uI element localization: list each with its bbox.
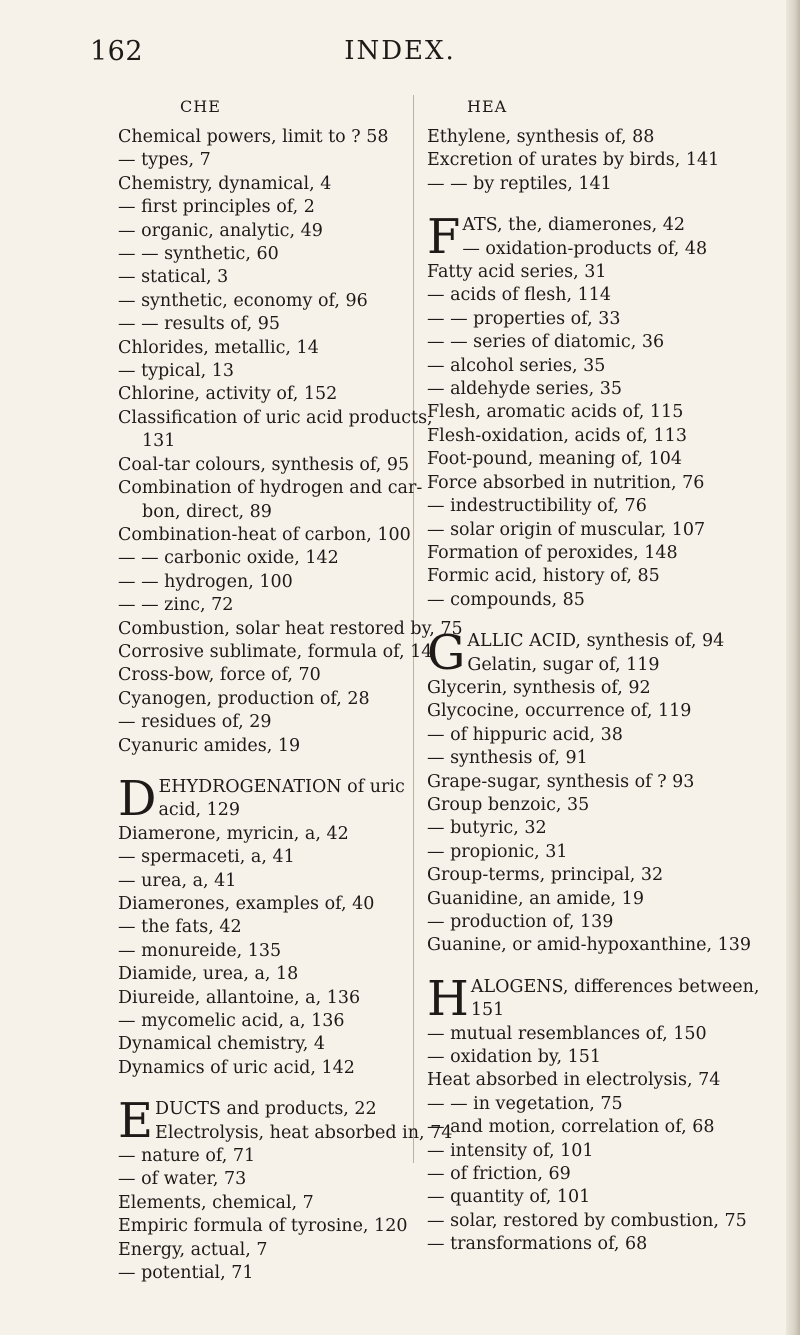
index-entry: 131 bbox=[142, 431, 176, 452]
index-entry: — acids of flesh, 114 bbox=[427, 285, 612, 306]
index-entry: — spermaceti, a, 41 bbox=[118, 847, 295, 868]
index-entry: — quantity of, 101 bbox=[427, 1187, 591, 1208]
index-entry: — mutual resemblances of, 150 bbox=[427, 1023, 707, 1044]
index-entry: — and motion, correlation of, 68 bbox=[427, 1117, 715, 1138]
index-entry: — statical, 3 bbox=[118, 267, 229, 288]
index-entry: Heat absorbed in electrolysis, 74 bbox=[427, 1070, 721, 1091]
index-entry: Chlorine, activity of, 152 bbox=[118, 384, 338, 405]
index-entry: — — in vegetation, 75 bbox=[427, 1093, 623, 1114]
index-entry: Formic acid, history of, 85 bbox=[427, 566, 660, 587]
index-entry: Formation of peroxides, 148 bbox=[427, 542, 678, 563]
index-entry: — compounds, 85 bbox=[427, 589, 585, 610]
drop-cap-letter: G bbox=[427, 625, 466, 682]
page-number: 162 bbox=[90, 36, 144, 67]
index-entry: Group-terms, principal, 32 bbox=[427, 865, 664, 886]
right-section-2 bbox=[427, 625, 787, 958]
index-entry: Coal-tar colours, synthesis of, 95 bbox=[118, 454, 410, 475]
index-entry: — transformations of, 68 bbox=[427, 1234, 648, 1255]
drop-cap-letter: E bbox=[118, 1093, 154, 1150]
index-entry: — synthesis of, 91 bbox=[427, 748, 588, 769]
drop-cap-letter: D bbox=[118, 770, 157, 827]
index-entry: Chemistry, dynamical, 4 bbox=[118, 173, 332, 194]
index-entry: — indestructibility of, 76 bbox=[427, 496, 647, 517]
index-entry: — types, 7 bbox=[118, 150, 211, 171]
index-entry: Force absorbed in nutrition, 76 bbox=[427, 472, 705, 493]
index-entry: — nature of, 71 bbox=[118, 1146, 256, 1167]
drop-cap-letter: H bbox=[427, 970, 469, 1027]
index-entry: Guanidine, an amide, 19 bbox=[427, 888, 644, 909]
right-column bbox=[427, 96, 787, 1257]
index-entry: — the fats, 42 bbox=[118, 917, 242, 938]
index-entry: Cyanogen, production of, 28 bbox=[118, 688, 370, 709]
index-entry: Classification of uric acid products, bbox=[118, 407, 433, 428]
index-entry: Diamerone, myricin, a, 42 bbox=[118, 823, 349, 844]
page-title: INDEX. bbox=[344, 36, 456, 66]
index-entry: Chemical powers, limit to ? 58 bbox=[118, 127, 389, 147]
right-running-head: HEA bbox=[467, 97, 508, 116]
index-entry: Excretion of urates by birds, 141 bbox=[427, 150, 720, 171]
index-entry: — — properties of, 33 bbox=[427, 308, 621, 329]
index-entry: Grape-sugar, synthesis of ? 93 bbox=[427, 771, 695, 792]
page-edge bbox=[786, 0, 800, 1335]
index-entry: Glycerin, synthesis of, 92 bbox=[427, 677, 651, 698]
index-entry: — propionic, 31 bbox=[427, 841, 568, 862]
index-entry: — butyric, 32 bbox=[427, 818, 547, 839]
index-entry: bon, direct, 89 bbox=[142, 501, 272, 522]
index-entry: Foot-pound, meaning of, 104 bbox=[427, 449, 683, 470]
index-entry: — first principles of, 2 bbox=[118, 197, 315, 218]
entry-text: ALOGENS, differences between, bbox=[470, 976, 760, 997]
index-entry: — organic, analytic, 49 bbox=[118, 220, 323, 241]
index-entry: Elements, chemical, 7 bbox=[118, 1192, 314, 1213]
index-entry: Dynamical chemistry, 4 bbox=[118, 1034, 326, 1055]
index-entry: — solar, restored by combustion, 75 bbox=[427, 1210, 747, 1231]
index-entry: — — zinc, 72 bbox=[118, 595, 234, 616]
entry-text: DUCTS and products, 22 bbox=[155, 1099, 377, 1120]
index-entry: Glycocine, occurrence of, 119 bbox=[427, 701, 692, 722]
index-entry: 151 bbox=[470, 1000, 505, 1021]
index-entry: acid, 129 bbox=[158, 800, 241, 821]
index-entry: — production of, 139 bbox=[427, 912, 614, 932]
index-entry: Diamerones, examples of, 40 bbox=[118, 894, 375, 914]
index-entry: Energy, actual, 7 bbox=[118, 1239, 268, 1260]
entry-text: ALLIC ACID, synthesis of, 94 bbox=[467, 631, 725, 652]
index-entry: Combination of hydrogen and car- bbox=[118, 478, 423, 499]
index-entry: — — series of diatomic, 36 bbox=[427, 332, 665, 353]
index-entry: Cross-bow, force of, 70 bbox=[118, 665, 321, 686]
index-entry: — synthetic, economy of, 96 bbox=[118, 290, 368, 311]
index-entry: — urea, a, 41 bbox=[118, 870, 237, 891]
right-section-1 bbox=[427, 209, 787, 612]
index-entry: — oxidation by, 151 bbox=[427, 1047, 601, 1068]
index-entry: — — results of, 95 bbox=[118, 314, 281, 335]
index-entry: — solar origin of muscular, 107 bbox=[427, 519, 706, 540]
index-entry: Group benzoic, 35 bbox=[427, 794, 590, 815]
index-entry: — — by reptiles, 141 bbox=[427, 173, 612, 194]
index-entry: — of water, 73 bbox=[118, 1169, 247, 1190]
index-entry: — monureide, 135 bbox=[118, 940, 282, 961]
index-entry: — mycomelic acid, a, 136 bbox=[118, 1011, 345, 1032]
index-entry: Fatty acid series, 31 bbox=[427, 262, 607, 283]
index-entry: — intensity of, 101 bbox=[427, 1140, 594, 1161]
index-entry: Combustion, solar heat restored by, 75 bbox=[118, 618, 463, 639]
index-entry: Combination-heat of carbon, 100 bbox=[118, 524, 411, 545]
index-entry: — residues of, 29 bbox=[118, 712, 272, 733]
entry-text: EHYDROGENATION of uric bbox=[158, 776, 405, 797]
index-entry: Guanine, or amid-hypoxanthine, 139 bbox=[427, 935, 752, 956]
index-entry: — — synthetic, 60 bbox=[118, 244, 279, 265]
index-entry: — oxidation-products of, 48 bbox=[462, 238, 708, 259]
index-entry: Corrosive sublimate, formula of, 14 bbox=[118, 641, 433, 662]
index-entry: Empiric formula of tyrosine, 120 bbox=[118, 1216, 408, 1237]
index-entry: Diureide, allantoine, a, 136 bbox=[118, 987, 361, 1008]
index-entry: Dynamics of uric acid, 142 bbox=[118, 1057, 355, 1078]
left-running-head: CHE bbox=[180, 97, 221, 116]
page-header bbox=[90, 36, 710, 76]
drop-cap-letter: F bbox=[427, 209, 461, 266]
right-section-3 bbox=[427, 970, 787, 1257]
index-entry: Electrolysis, heat absorbed in, 74 bbox=[155, 1122, 453, 1143]
index-entry: — — hydrogen, 100 bbox=[118, 571, 293, 592]
index-entry: Flesh-oxidation, acids of, 113 bbox=[427, 425, 687, 446]
index-entry: Ethylene, synthesis of, 88 bbox=[427, 127, 655, 147]
index-entry: — alcohol series, 35 bbox=[427, 355, 606, 376]
right-section-0 bbox=[427, 126, 787, 196]
index-entry: Flesh, aromatic acids of, 115 bbox=[427, 402, 684, 423]
index-entry: — of hippuric acid, 38 bbox=[427, 724, 623, 745]
index-entry: Cyanuric amides, 19 bbox=[118, 735, 301, 756]
index-entry: Chlorides, metallic, 14 bbox=[118, 337, 319, 358]
index-entry: Diamide, urea, a, 18 bbox=[118, 964, 299, 985]
index-entry: — of friction, 69 bbox=[427, 1164, 571, 1185]
index-entry: — typical, 13 bbox=[118, 361, 235, 382]
index-entry: — potential, 71 bbox=[118, 1263, 254, 1284]
index-entry: — aldehyde series, 35 bbox=[427, 379, 622, 400]
index-entry: Gelatin, sugar of, 119 bbox=[467, 654, 660, 675]
index-entry: — — carbonic oxide, 142 bbox=[118, 548, 339, 569]
entry-text: ATS, the, diamerones, 42 bbox=[462, 215, 686, 236]
